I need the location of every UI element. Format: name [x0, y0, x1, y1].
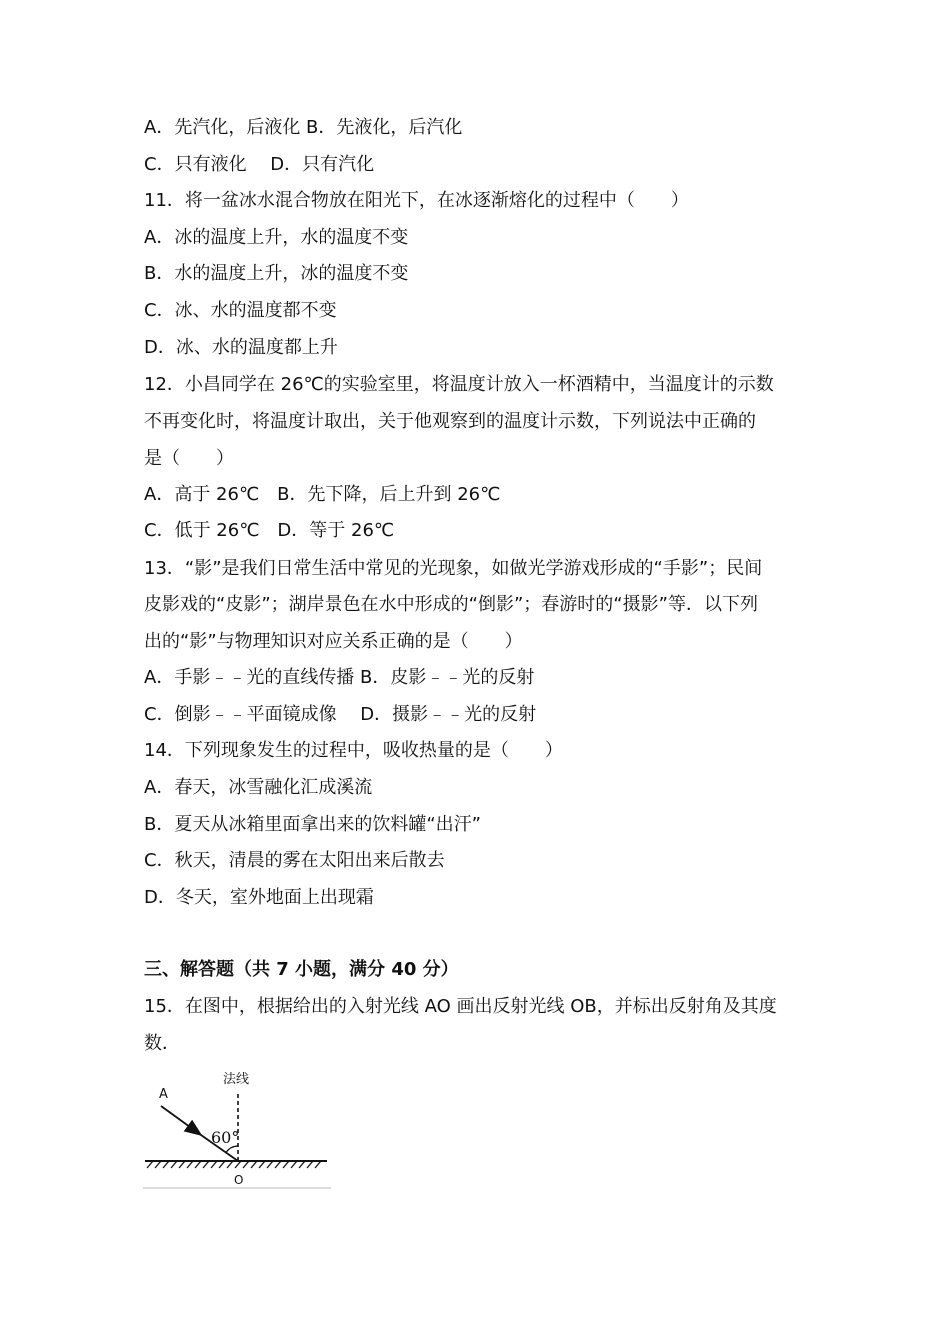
q15-stem-line1: 15．在图中，根据给出的入射光线 AO 画出反射光线 OB，并标出反射角及其度 — [144, 996, 777, 1017]
q10-options-cd: C．只有液化 D．只有汽化 — [144, 154, 375, 175]
q12-stem-line3: 是（ ） — [144, 448, 234, 469]
reflection-figure — [143, 1066, 333, 1190]
q15-stem-line2: 数． — [144, 1033, 180, 1054]
ray-start-label: A — [159, 1087, 168, 1102]
q12-stem-line2: 不再变化时，将温度计取出，关于他观察到的温度计示数，下列说法中正确的 — [144, 411, 756, 432]
q13-options-ab: A．手影﹣﹣光的直线传播 B．皮影﹣﹣光的反射 — [144, 667, 535, 688]
q14-option-b: B．夏天从冰箱里面拿出来的饮料罐“出汗” — [144, 814, 481, 835]
q11-option-b: B．水的温度上升，冰的温度不变 — [144, 263, 409, 284]
q13-stem-line2: 皮影戏的“皮影”；湖岸景色在水中形成的“倒影”；春游时的“摄影”等．以下列 — [144, 594, 758, 615]
q12-options-ab: A．高于 26℃ B．先下降，后上升到 26℃ — [144, 484, 501, 505]
q11-option-a: A．冰的温度上升，水的温度不变 — [144, 227, 409, 248]
q13-options-cd: C．倒影﹣﹣平面镜成像 D．摄影﹣﹣光的反射 — [144, 704, 537, 725]
incidence-point-label: O — [234, 1173, 244, 1187]
q10-options-ab: A．先汽化，后液化 B．先液化，后汽化 — [144, 117, 463, 138]
q12-stem-line1: 12．小昌同学在 26℃的实验室里，将温度计放入一杯酒精中，当温度计的示数 — [144, 374, 774, 395]
angle-label: 60° — [211, 1128, 240, 1147]
q12-options-cd: C．低于 26℃ D．等于 26℃ — [144, 520, 395, 541]
q14-stem: 14．下列现象发生的过程中，吸收热量的是（ ） — [144, 740, 563, 761]
q13-stem-line3: 出的“影”与物理知识对应关系正确的是（ ） — [144, 631, 523, 652]
q14-option-c: C．秋天，清晨的雾在太阳出来后散去 — [144, 850, 445, 871]
mirror-hatching — [147, 1161, 321, 1168]
incident-ray — [161, 1106, 201, 1135]
q11-option-c: C．冰、水的温度都不变 — [144, 300, 337, 321]
normal-label: 法线 — [223, 1072, 250, 1087]
section-heading: 三、解答题（共 7 小题，满分 40 分） — [144, 959, 459, 980]
q11-stem: 11．将一盆冰水混合物放在阳光下，在冰逐渐熔化的过程中（ ） — [144, 190, 689, 211]
q13-stem-line1: 13．“影”是我们日常生活中常见的光现象，如做光学游戏形成的“手影”；民间 — [144, 558, 763, 579]
q11-option-d: D．冰、水的温度都上升 — [144, 337, 338, 358]
q14-option-a: A．春天，冰雪融化汇成溪流 — [144, 777, 373, 798]
q14-option-d: D．冬天，室外地面上出现霜 — [144, 887, 374, 908]
